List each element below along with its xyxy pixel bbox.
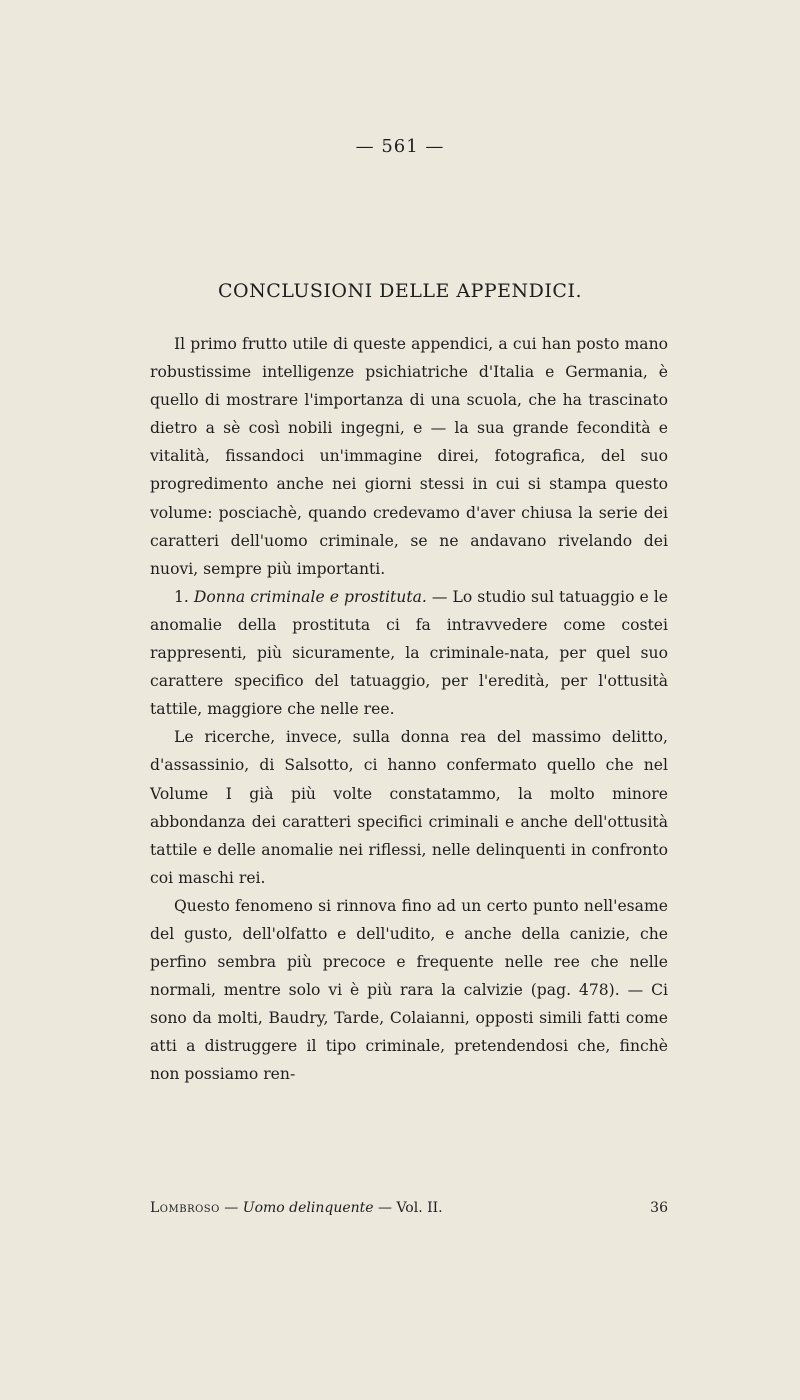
section-text: — Lo studio sul tatuaggio e le anomalie della prostituta ci fa intravvedere come costei rappresenti, più sicuramente, la criminale-nata, per quel suo carattere specifico del tatuaggio, per l'eredità, per l'ottusità tattile, maggiore che nelle ree. (150, 587, 668, 719)
paragraph-4: Questo fenomeno si rinnova fino ad un certo punto nell'esame del gusto, dell'olfatto e dell'udito, e anche della canizie, che perfino sembra più precoce e frequente nelle ree che nelle normali, mentre solo vi è più rara la calvizie (pag. 478). — Ci sono da molti, Baudry, Tarde, Colaianni, opposti simili fatti come atti a distruggere il tipo criminale, pretendendosi che, finchè non possiamo ren- (150, 896, 668, 1084)
section-number: 1. (174, 587, 189, 606)
paragraph-3: Le ricerche, invece, sulla donna rea del massimo delitto, d'assassinio, di Salsotto, ci hanno confermato quello che nel Volume I già più volte constatammo, la molto minore abbondanza dei caratteri specifici criminali e anche dell'ottusità tattile e delle anomalie nei riflessi, nelle delinquenti in confronto coi maschi rei. (150, 728, 668, 887)
footer-work-title: Uomo delinquente (242, 1200, 374, 1216)
chapter-title: CONCLUSIONI DELLE APPENDICI. (218, 280, 582, 302)
footer-citation (150, 1200, 443, 1216)
section-heading: Donna criminale e prostituta. (193, 587, 427, 606)
footer-separator: — (373, 1200, 397, 1216)
footer-author: Lombroso (150, 1200, 220, 1216)
paragraph-2 (150, 583, 668, 723)
page-footer (150, 1200, 668, 1216)
footer-volume: Vol. II. (396, 1200, 443, 1216)
footer-signature: 36 (650, 1200, 668, 1216)
paragraph-1: Il primo frutto utile di queste appendici, a cui han posto mano robustissime intelligenze psichiatriche d'Italia e Germania, è quello di mostrare l'importanza di una scuola, che ha trascinato dietro a sè così nobili ingegni, e — la sua grande fecondità e vitalità, fissandoci un'immagine direi, fotografica, del suo progredimento anche nei giorni stessi in cui si stampa questo volume: posciachè, quando credevamo d'aver chiusa la serie dei caratteri dell'uomo criminale, se ne andavano rivelando dei nuovi, sempre più importanti. (150, 335, 668, 578)
page-number: — 561 — (355, 136, 445, 157)
footer-separator: — (219, 1200, 243, 1216)
body-text (150, 330, 668, 1089)
